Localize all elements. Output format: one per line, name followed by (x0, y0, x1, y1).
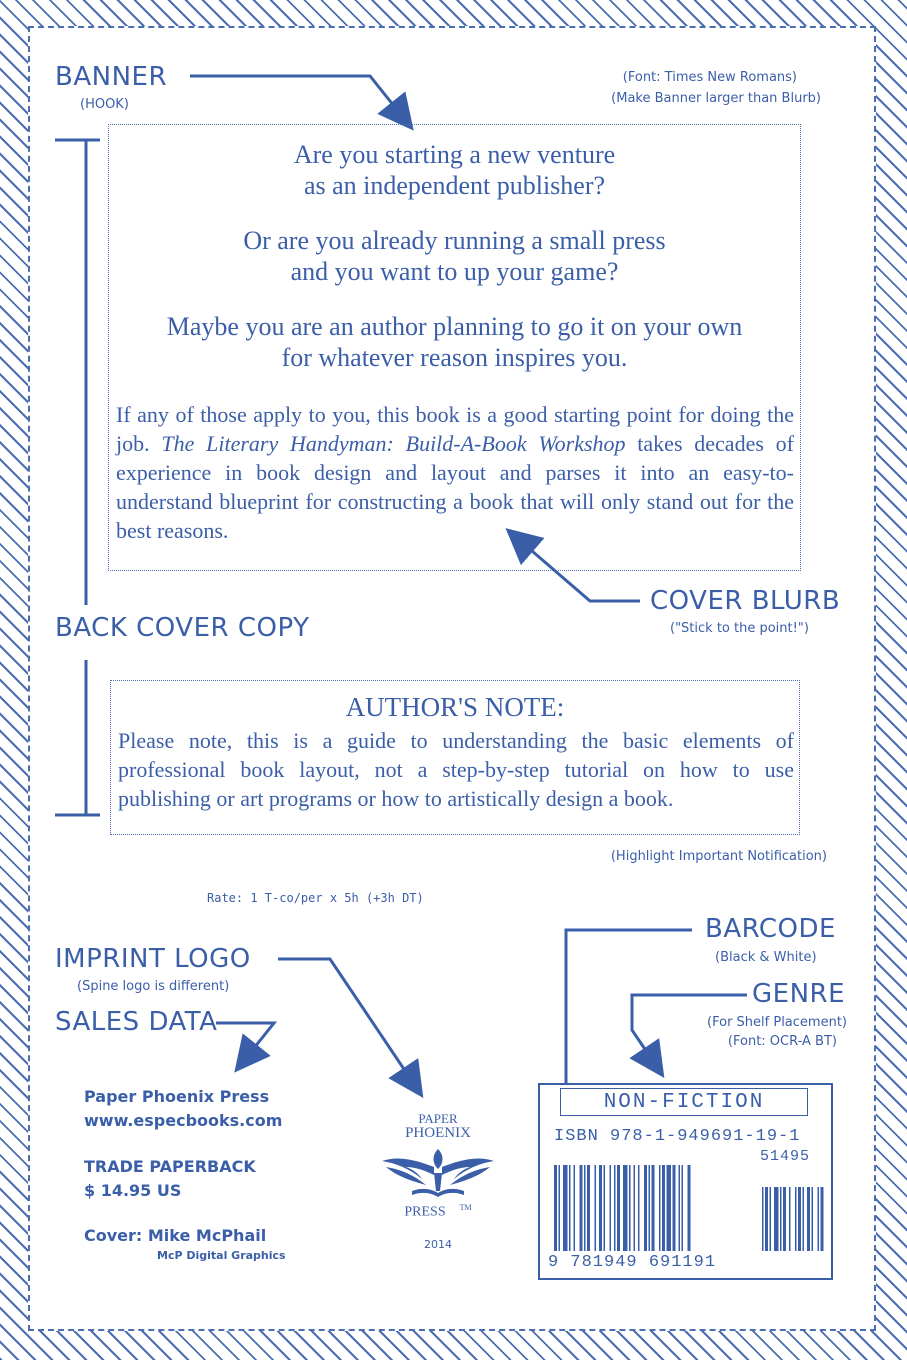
logo-line-phoenix: PHOENIX (405, 1125, 471, 1141)
logo-line-paper: PAPER (418, 1111, 458, 1126)
addon-bar (770, 1187, 772, 1251)
barcode-bar (682, 1165, 684, 1251)
imprint-logo-arrow (278, 959, 420, 1093)
barcode-sub-label: (Black & White) (715, 950, 817, 965)
isbn-text: ISBN 978-1-949691-19-1 (554, 1127, 801, 1146)
size-note: (Make Banner larger than Blurb) (611, 91, 821, 106)
cover-blurb-label: COVER BLURB (650, 586, 841, 616)
addon-bar (807, 1187, 810, 1251)
addon-bar (803, 1187, 805, 1251)
barcode-bar (638, 1165, 640, 1251)
addon-bar (765, 1187, 768, 1251)
barcode-bar (649, 1165, 651, 1251)
banner-label: BANNER (55, 62, 168, 92)
barcode-bar (587, 1165, 590, 1251)
price: $ 14.95 US (84, 1181, 182, 1200)
banner-line: Maybe you are an author planning to go it on your own (166, 312, 743, 341)
blurb-rest: takes decades of experience in book design and layout and parses it into an easy-to-understand blueprint for constructing a book that will only stand out for the best reasons. (116, 431, 794, 543)
addon-bar (818, 1187, 820, 1251)
blurb-intro: If any of those apply to you, this book is a good starting point for doing the job. (116, 402, 794, 456)
addon-bar (798, 1187, 801, 1251)
barcode-box (538, 1083, 833, 1280)
barcode-bar (584, 1165, 586, 1251)
barcode-label: BARCODE (705, 914, 836, 944)
author-note-heading: AUTHOR'S NOTE: (345, 692, 565, 722)
barcode-bars (554, 1165, 834, 1255)
imprint-logo-sub-label: (Spine logo is different) (77, 979, 230, 994)
addon-bar (762, 1187, 764, 1251)
barcode-bar (610, 1165, 612, 1251)
phoenix-icon (378, 1141, 498, 1201)
barcode-bar (644, 1165, 647, 1251)
addon-bar (795, 1187, 797, 1251)
banner-sub-label: (HOOK) (80, 97, 129, 112)
barcode-bar (569, 1165, 571, 1251)
publisher-name: Paper Phoenix Press (84, 1087, 270, 1106)
sales-data-label: SALES DATA (55, 1007, 218, 1037)
banner-line: as an independent publisher? (303, 171, 606, 200)
sales-data-arrow (216, 1023, 274, 1068)
banner-line: Are you starting a new venture (293, 140, 616, 169)
cover-credit: Cover: Mike McPhail (84, 1226, 267, 1245)
barcode-bar (574, 1165, 576, 1251)
book-title: The Literary Handyman: Build-A-Book Workshop (161, 431, 626, 456)
banner-arrow (190, 76, 410, 126)
barcode-bar (559, 1165, 561, 1251)
author-note-body: Please note, this is a guide to understanding the basic elements of professional book layout, not a step-by-step tutorial on how to use publishing or art programs or how to artistically design a book. (118, 728, 794, 811)
barcode-bar (634, 1165, 636, 1251)
barcode-bar (629, 1165, 631, 1251)
back-cover-copy-label: BACK COVER COPY (55, 613, 310, 643)
addon-bar (821, 1187, 824, 1251)
addon-bar (789, 1187, 791, 1251)
barcode-bar (667, 1165, 672, 1251)
banner-line: for whatever reason inspires you. (281, 343, 628, 372)
barcode-bar (614, 1165, 616, 1251)
trademark: TM (459, 1203, 472, 1212)
barcode-bar (662, 1165, 665, 1251)
barcode-bar (599, 1165, 602, 1251)
barcode-bar (563, 1165, 568, 1251)
genre-sub-label-1: (For Shelf Placement) (707, 1015, 847, 1030)
format: TRADE PAPERBACK (84, 1157, 256, 1176)
barcode-bar (688, 1165, 691, 1251)
barcode-bar (679, 1165, 681, 1251)
barcode-bar (595, 1165, 597, 1251)
banner-text (110, 139, 799, 373)
addon-bar (783, 1187, 786, 1251)
banner-line: Or are you already running a small press (243, 226, 666, 255)
price-code: 51495 (760, 1148, 811, 1165)
logo-press-text: PRESS (404, 1204, 446, 1220)
addon-bar (774, 1187, 779, 1251)
imprint-logo (378, 1111, 498, 1251)
genre-label: GENRE (752, 979, 846, 1009)
barcode-bar (617, 1165, 620, 1251)
barcode-bar (659, 1165, 661, 1251)
banner-line: and you want to up your game? (290, 257, 619, 286)
barcode-bar (580, 1165, 583, 1251)
cover-blurb-sub-label: ("Stick to the point!") (670, 621, 809, 636)
logo-year: 2014 (424, 1238, 452, 1251)
rate-note: Rate: 1 T-co/per x 5h (+3h DT) (207, 891, 424, 905)
font-note: (Font: Times New Romans) (622, 70, 797, 85)
barcode-number: 9 781949 691191 (548, 1253, 717, 1272)
addon-bar (812, 1187, 814, 1251)
imprint-logo-label: IMPRINT LOGO (55, 944, 251, 974)
barcode-bar (652, 1165, 655, 1251)
genre-sub-label-2: (Font: OCR-A BT) (727, 1034, 837, 1049)
highlight-note: (Highlight Important Notification) (610, 849, 827, 864)
barcode-bar (554, 1165, 557, 1251)
barcode-bar (623, 1165, 628, 1251)
logo-line-press (378, 1201, 498, 1220)
barcode-bar (673, 1165, 676, 1251)
cover-company: McP Digital Graphics (157, 1249, 286, 1262)
genre-tag: NON-FICTION (560, 1088, 808, 1116)
cover-blurb-text (116, 400, 794, 545)
addon-bar (780, 1187, 782, 1251)
barcode-bar (604, 1165, 606, 1251)
website: www.especbooks.com (84, 1111, 283, 1130)
